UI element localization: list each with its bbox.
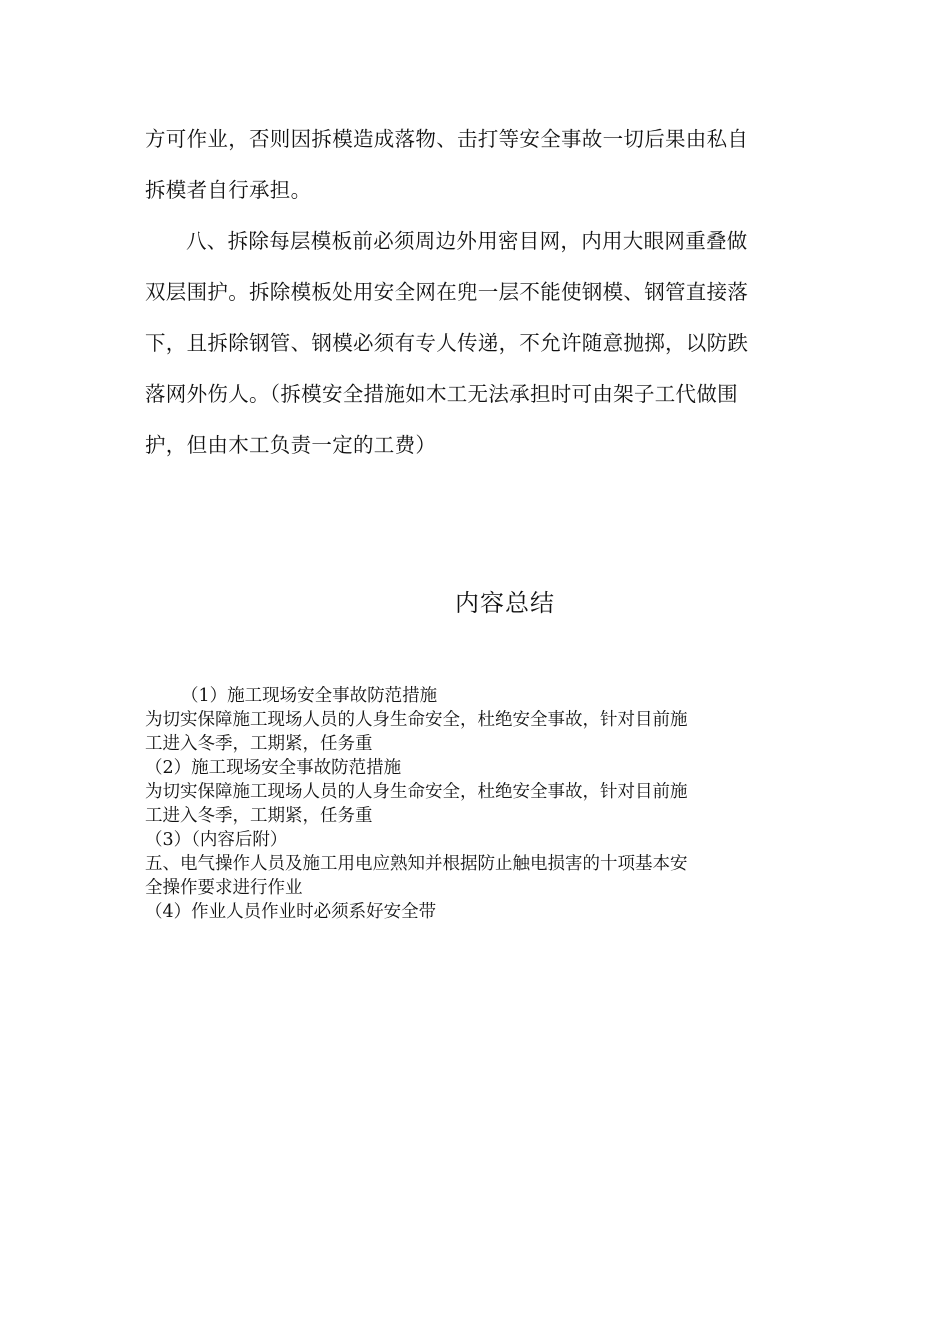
summary-line: 为切实保障施工现场人员的人身生命安全，杜绝安全事故，针对目前施 xyxy=(145,710,688,730)
summary-block xyxy=(145,684,795,924)
text-line: 拆模者自行承担。 xyxy=(145,178,312,202)
paragraph-section-8 xyxy=(145,216,800,471)
summary-heading-1: （1）施工现场安全事故防范措施 xyxy=(181,686,438,706)
summary-heading-2: （2）施工现场安全事故防范措施 xyxy=(145,758,402,778)
text-line: 下，且拆除钢管、钢模必须有专人传递，不允许随意抛掷，以防跌 xyxy=(145,331,749,355)
summary-line: 工进入冬季，工期紧，任务重 xyxy=(145,806,373,826)
text-line: 护，但由木工负责一定的工费） xyxy=(145,433,437,457)
summary-line: 全操作要求进行作业 xyxy=(145,878,303,898)
summary-line: 五、电气操作人员及施工用电应熟知并根据防止触电损害的十项基本安 xyxy=(145,854,688,874)
text-line: 八、拆除每层模板前必须周边外用密目网，内用大眼网重叠做 xyxy=(186,229,748,253)
summary-line: 为切实保障施工现场人员的人身生命安全，杜绝安全事故，针对目前施 xyxy=(145,782,688,802)
text-line: 方可作业，否则因拆模造成落物、击打等安全事故一切后果由私自 xyxy=(145,127,749,151)
paragraph-continuation xyxy=(145,114,800,216)
summary-title: 内容总结 xyxy=(455,589,555,617)
text-line: 落网外伤人。（拆模安全措施如木工无法承担时可由架子工代做围 xyxy=(145,382,738,406)
summary-heading-3: （3）（内容后附） xyxy=(145,830,288,850)
text-line: 双层围护。拆除模板处用安全网在兜一层不能使钢模、钢管直接落 xyxy=(145,280,749,304)
summary-heading-4: （4）作业人员作业时必须系好安全带 xyxy=(145,902,437,922)
summary-line: 工进入冬季，工期紧，任务重 xyxy=(145,734,373,754)
body-text xyxy=(145,114,800,471)
